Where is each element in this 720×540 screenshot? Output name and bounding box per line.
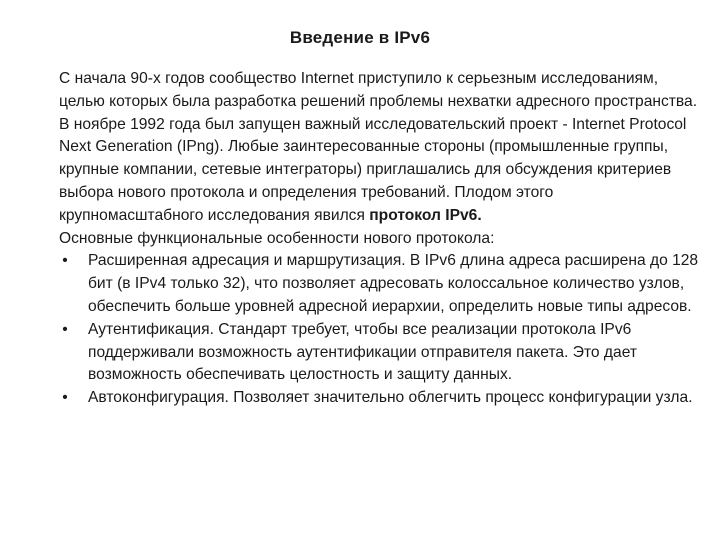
paragraph-features-intro [59,228,699,251]
slide-title: Введение в IPv6 [289,28,431,47]
list-item-text: Аутентификация. Стандарт требует, чтобы все реализации протокола IPv6 поддерживали возможность аутентификации отправителя пакета. Это дает возможность обеспечивать целостность и защиту данных. [88,320,638,384]
paragraph-features-intro-text: Основные функциональные особенности нового протокола: [59,229,495,247]
list-item [59,387,699,410]
paragraph-intro-text: С начала 90-х годов сообщество Internet приступило к серьезным исследованиям, целью которых была разработка решений проблемы нехватки адресного пространства. [59,70,698,110]
list-item-text: Расширенная адресация и маршрутизация. В IPv6 длина адреса расширена до 128 бит (в IPv4 только 32), что позволяет адресовать колоссальное количество узлов, обеспечить больше уровней адресной иерархии, определить новые типы адресов. [88,252,699,315]
paragraph-project-text: В ноябре 1992 года был запущен важный исследовательский проект - Internet Protocol Next Generation (IPng). Любые заинтересованные стороны (промышленные группы, крупные компании, сетевые интеграторы) приглашались для обсуждения критериев выбора нового протокола и определения требований. Плодом этого крупномасштабного исследования явился [59,115,687,224]
bullet-icon: • [62,252,68,270]
bullet-icon: • [62,389,68,407]
paragraph-project [59,114,699,228]
list-item [59,250,699,318]
feature-list [59,250,699,410]
paragraph-intro [59,68,699,114]
list-item [59,319,699,387]
bullet-icon: • [62,320,68,338]
slide-body [59,68,699,410]
list-item-text: Автоконфигурация. Позволяет значительно облегчить процесс конфигурации узла. [88,389,693,407]
paragraph-project-bold: протокол IPv6. [369,206,482,224]
